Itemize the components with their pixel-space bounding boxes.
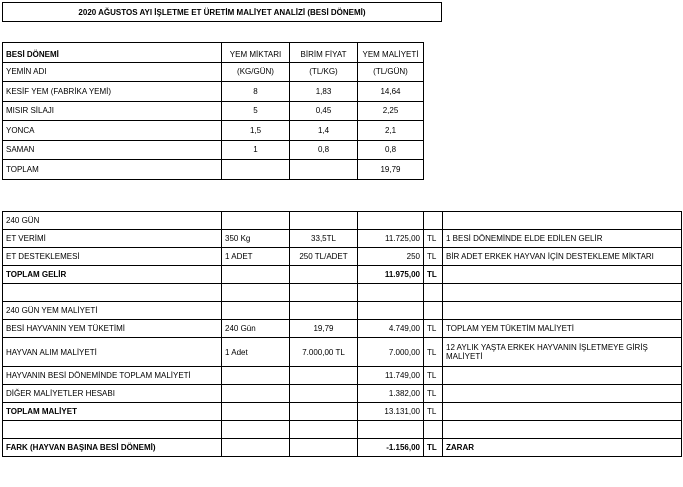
income-amount: 250: [358, 248, 424, 266]
feed-price: 0,45: [290, 101, 358, 121]
feed-name: YONCA: [3, 121, 222, 141]
feed-name: SAMAN: [3, 140, 222, 160]
cost-row: [3, 385, 682, 403]
income-label: ET VERİMİ: [3, 230, 222, 248]
col-header-name: YEMİN ADI: [3, 62, 222, 82]
cost-amount: 1.382,00: [358, 385, 424, 403]
income-period: 240 GÜN: [3, 212, 222, 230]
income-period-row: [3, 212, 682, 230]
cost-total-cur: TL: [424, 403, 443, 421]
result-label: FARK (HAYVAN BAŞINA BESİ DÖNEMİ): [3, 439, 222, 457]
feed-units-row: [3, 62, 424, 82]
cost-note: TOPLAM YEM TÜKETİM MALİYETİ: [443, 320, 682, 338]
feed-cost: 2,1: [358, 121, 424, 141]
income-label: ET DESTEKLEMESİ: [3, 248, 222, 266]
feed-price: 1,4: [290, 121, 358, 141]
feed-qty: 1: [222, 140, 290, 160]
feed-qty: 5: [222, 101, 290, 121]
cost-amount: 4.749,00: [358, 320, 424, 338]
income-total-amount: 11.975,00: [358, 266, 424, 284]
income-cur: TL: [424, 230, 443, 248]
income-total-cur: TL: [424, 266, 443, 284]
cost-cur: TL: [424, 338, 443, 367]
cost-label: BESİ HAYVANIN YEM TÜKETİMİ: [3, 320, 222, 338]
cost-amount: 11.749,00: [358, 367, 424, 385]
feed-header-row: [3, 43, 424, 63]
income-row: [3, 230, 682, 248]
cost-amount: 7.000,00: [358, 338, 424, 367]
income-qty: 350 Kg: [222, 230, 290, 248]
income-unit: 250 TL/ADET: [290, 248, 358, 266]
cost-row: [3, 338, 682, 367]
cost-note: [443, 385, 682, 403]
feed-row: [3, 82, 424, 102]
income-total-label: TOPLAM GELİR: [3, 266, 222, 284]
cost-row: [3, 367, 682, 385]
result-amount: -1.156,00: [358, 439, 424, 457]
income-unit: 33,5TL: [290, 230, 358, 248]
feed-total-value: 19,79: [358, 160, 424, 180]
feed-cost: 14,64: [358, 82, 424, 102]
cost-qty: 240 Gün: [222, 320, 290, 338]
result-row: [3, 439, 682, 457]
cost-qty: [222, 367, 290, 385]
unit-price: (TL/KG): [290, 62, 358, 82]
cost-note: [443, 367, 682, 385]
result-cur: TL: [424, 439, 443, 457]
cost-row: [3, 320, 682, 338]
result-note: ZARAR: [443, 439, 682, 457]
feed-row: [3, 121, 424, 141]
cost-period-row: [3, 302, 682, 320]
cost-unit: [290, 367, 358, 385]
feed-cost-table: [2, 42, 424, 180]
report-title: 2020 AĞUSTOS AYI İŞLETME ET ÜRETİM MALİYET ANALİZİ (BESİ DÖNEMİ): [2, 2, 442, 22]
income-cur: TL: [424, 248, 443, 266]
income-qty: 1 ADET: [222, 248, 290, 266]
income-row: [3, 248, 682, 266]
feed-total-label: TOPLAM: [3, 160, 222, 180]
income-cost-table: [2, 211, 682, 457]
cost-label: DİĞER MALİYETLER HESABI: [3, 385, 222, 403]
cost-unit: [290, 385, 358, 403]
cost-total-amount: 13.131,00: [358, 403, 424, 421]
feed-row: [3, 101, 424, 121]
cost-note: 12 AYLIK YAŞTA ERKEK HAYVANIN İŞLETMEYE GİRİŞ MALİYETİ: [443, 338, 682, 367]
cost-label: HAYVANIN BESİ DÖNEMİNDE TOPLAM MALİYETİ: [3, 367, 222, 385]
income-note: BİR ADET ERKEK HAYVAN İÇİN DESTEKLEME MİKTARI: [443, 248, 682, 266]
cost-label: HAYVAN ALIM MALİYETİ: [3, 338, 222, 367]
cost-qty: [222, 385, 290, 403]
section-label: BESİ DÖNEMİ: [3, 43, 222, 63]
col-header-cost: YEM MALİYETİ: [358, 43, 424, 63]
col-header-price: BİRİM FİYAT: [290, 43, 358, 63]
spacer-row: [3, 421, 682, 439]
income-amount: 11.725,00: [358, 230, 424, 248]
unit-qty: (KG/GÜN): [222, 62, 290, 82]
feed-qty: 1,5: [222, 121, 290, 141]
cost-total-row: [3, 403, 682, 421]
feed-price: 1,83: [290, 82, 358, 102]
feed-total-row: [3, 160, 424, 180]
income-note: 1 BESİ DÖNEMİNDE ELDE EDİLEN GELİR: [443, 230, 682, 248]
feed-name: MISIR SİLAJI: [3, 101, 222, 121]
cost-cur: TL: [424, 385, 443, 403]
cost-cur: TL: [424, 320, 443, 338]
cost-qty: 1 Adet: [222, 338, 290, 367]
cost-total-label: TOPLAM MALİYET: [3, 403, 222, 421]
cost-unit: 7.000,00 TL: [290, 338, 358, 367]
feed-name: KESİF YEM (FABRİKA YEMİ): [3, 82, 222, 102]
feed-cost: 2,25: [358, 101, 424, 121]
cost-unit: 19,79: [290, 320, 358, 338]
income-total-row: [3, 266, 682, 284]
unit-cost: (TL/GÜN): [358, 62, 424, 82]
feed-price: 0,8: [290, 140, 358, 160]
cost-period: 240 GÜN YEM MALİYETİ: [3, 302, 222, 320]
col-header-qty: YEM MİKTARI: [222, 43, 290, 63]
feed-qty: 8: [222, 82, 290, 102]
feed-row: [3, 140, 424, 160]
spacer-row: [3, 284, 682, 302]
cost-cur: TL: [424, 367, 443, 385]
feed-cost: 0,8: [358, 140, 424, 160]
